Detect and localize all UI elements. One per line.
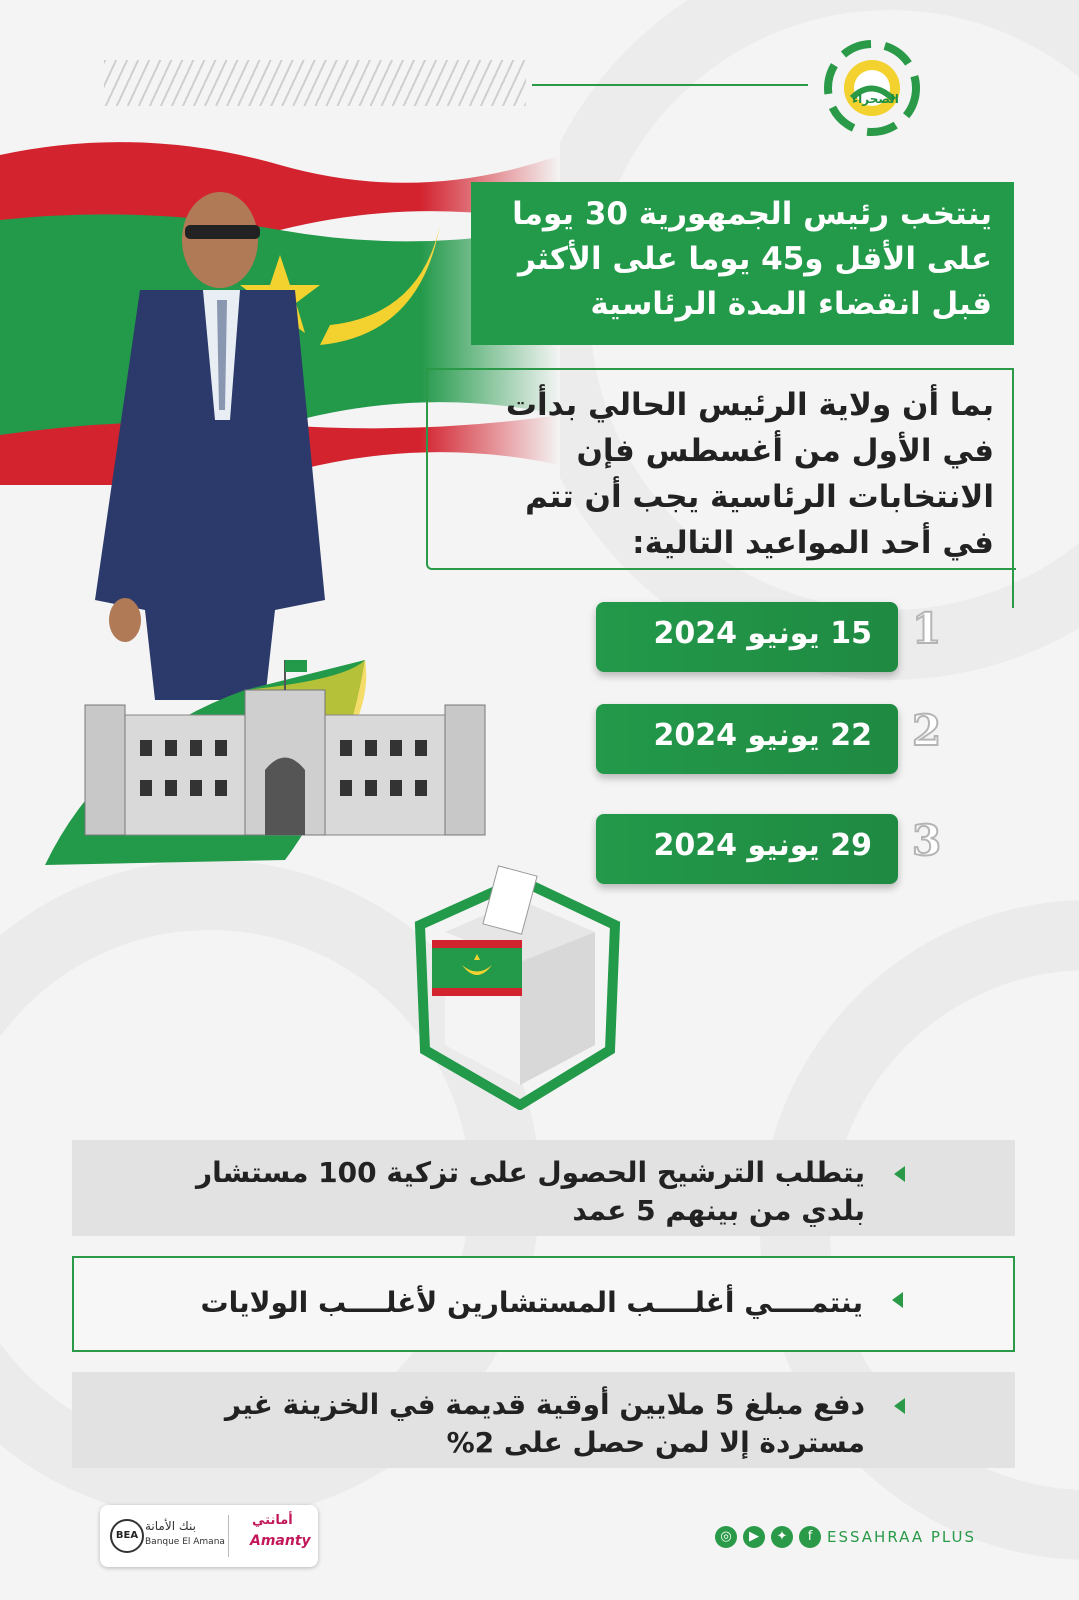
intro-line: ينتخب رئيس الجمهورية 30 يوما <box>512 196 992 232</box>
condition-item <box>72 1256 1015 1352</box>
social-links <box>715 1526 976 1552</box>
amanty-name-ar: أمانتي <box>252 1513 293 1528</box>
brand-name: ESSAHRAA PLUS <box>827 1528 977 1546</box>
essahraa-logo <box>822 38 922 138</box>
condition-line: يتطلب الترشيح الحصول على تزكية 100 مستشار <box>196 1156 865 1189</box>
bea-name-en: Banque El Amana <box>145 1537 225 1547</box>
president-photo <box>85 180 335 700</box>
mandate-frame-right <box>1012 368 1014 608</box>
date-option-2: 22 يونيو 2024 <box>596 704 898 774</box>
condition-item <box>72 1140 1015 1236</box>
twitter-icon[interactable]: ✦ <box>771 1526 793 1548</box>
date-option-1: 15 يونيو 2024 <box>596 602 898 672</box>
date-option-3: 29 يونيو 2024 <box>596 814 898 884</box>
date-number: 1 <box>912 604 942 653</box>
presidential-palace-illustration <box>45 660 515 885</box>
intro-box <box>471 182 1014 345</box>
facebook-icon[interactable]: f <box>799 1526 821 1548</box>
logo-text: الصحراء <box>852 92 899 106</box>
condition-item <box>72 1372 1015 1468</box>
bullet-arrow-icon <box>894 1166 905 1182</box>
hatch-decoration <box>104 60 526 106</box>
mandate-text <box>426 382 994 566</box>
date-number: 3 <box>912 816 942 865</box>
bullet-arrow-icon <box>894 1398 905 1414</box>
bea-logo: BEA <box>110 1519 144 1553</box>
sponsor-card <box>100 1505 318 1567</box>
intro-line: قبل انقضاء المدة الرئاسية <box>590 286 992 322</box>
date-number: 2 <box>912 706 942 755</box>
mandate-line: الانتخابات الرئاسية يجب أن تتم <box>525 479 994 515</box>
ballot-box-illustration <box>410 860 630 1110</box>
condition-line: ينتمــــي أغلــــب المستشارين لأغلــــب الولايات <box>200 1286 863 1319</box>
condition-line: مستردة إلا لمن حصل على 2% <box>446 1426 865 1459</box>
web-icon[interactable]: ◎ <box>715 1526 737 1548</box>
amanty-logo: Amanty <box>250 1533 311 1549</box>
mandate-line: في الأول من أغسطس فإن <box>576 433 994 469</box>
top-divider <box>532 84 808 86</box>
intro-line: على الأقل و45 يوما على الأكثر <box>517 241 992 277</box>
youtube-icon[interactable]: ▶ <box>743 1526 765 1548</box>
mandate-line: في أحد المواعيد التالية: <box>632 525 994 561</box>
bea-name-ar: بنك الأمانة <box>145 1519 196 1533</box>
condition-line: بلدي من بينهم 5 عمد <box>572 1194 865 1227</box>
condition-line: دفع مبلغ 5 ملايين أوقية قديمة في الخزينة غير <box>224 1388 865 1421</box>
sponsor-divider <box>228 1515 229 1557</box>
mandate-line: بما أن ولاية الرئيس الحالي بدأت <box>505 387 994 423</box>
bullet-arrow-icon <box>892 1292 903 1308</box>
